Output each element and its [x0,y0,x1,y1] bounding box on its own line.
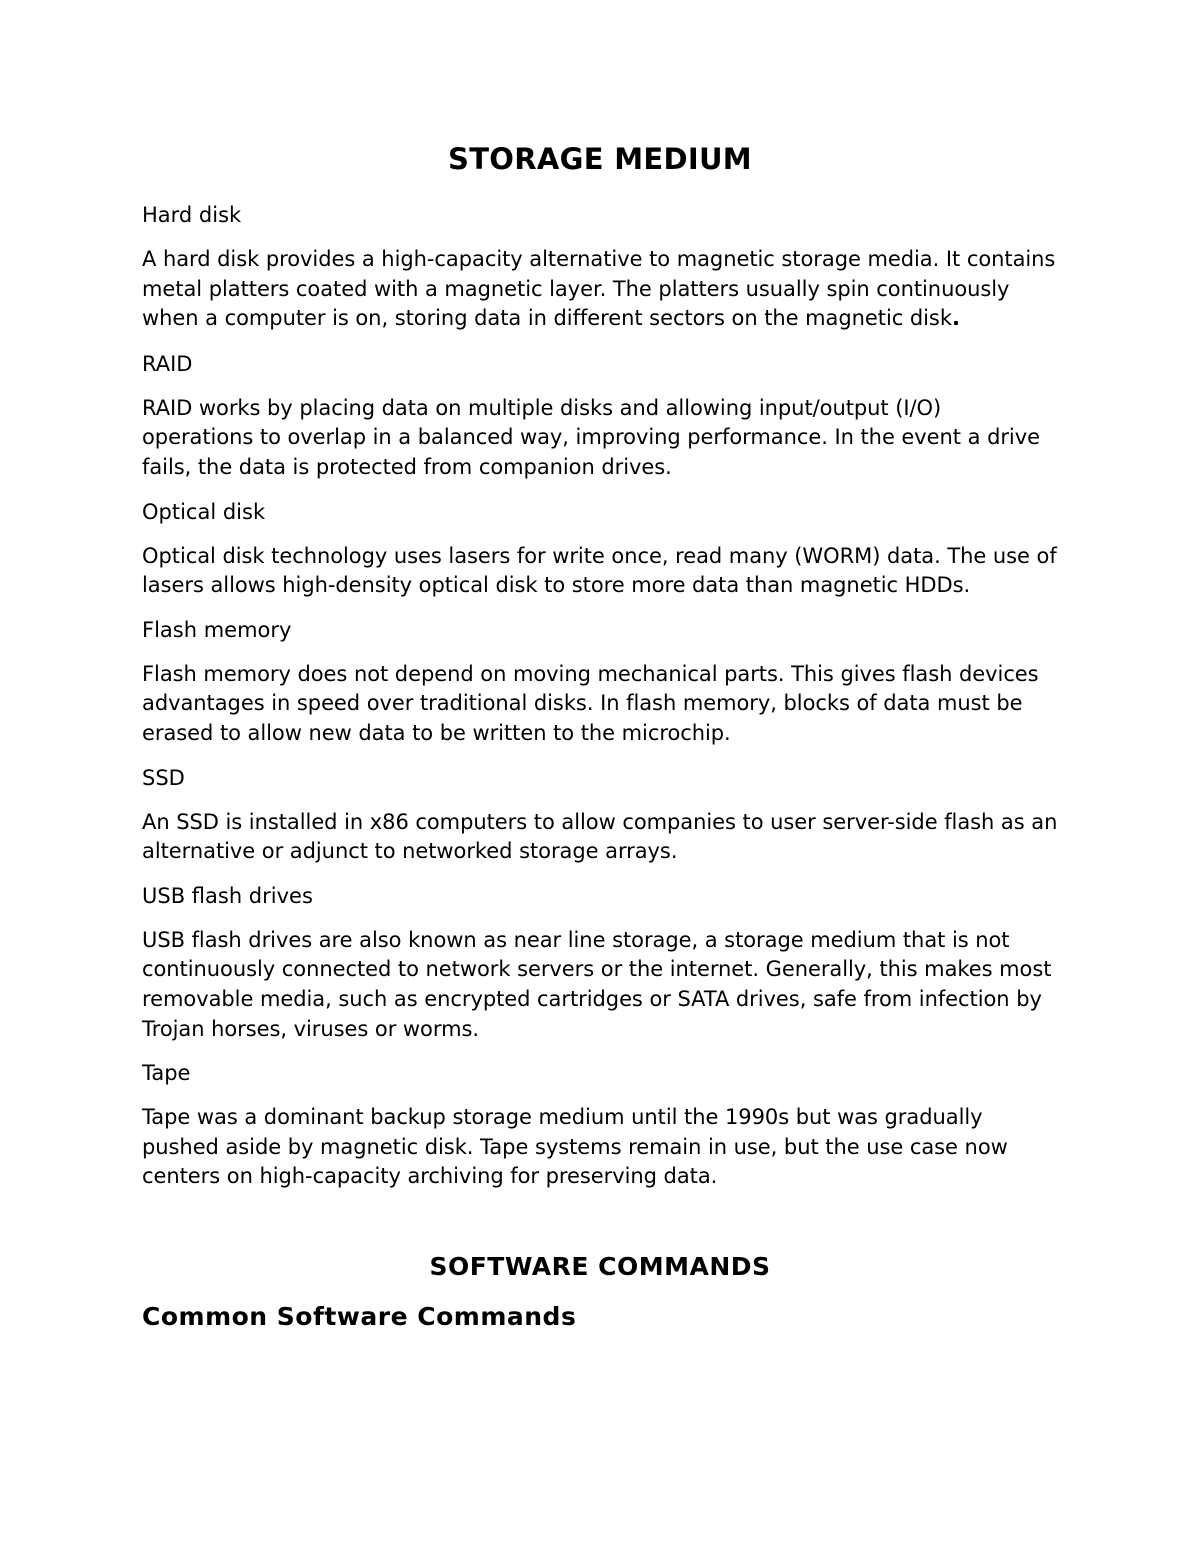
section-body-raid: RAID works by placing data on multiple disks and allowing input/output (I/O) operations to overlap in a balanced way, improving performance. In the event a drive fails, the data is protected from companion drives. [142,395,1040,479]
section-heading-ssd: SSD [142,765,185,790]
common-commands-heading: Common Software Commands [142,1301,577,1331]
second-title: SOFTWARE COMMANDS [429,1251,771,1281]
section-heading-flash-memory: Flash memory [142,617,292,642]
section-heading-raid: RAID [142,351,193,376]
section-heading-optical-disk: Optical disk [142,499,266,524]
section-heading-tape: Tape [142,1061,191,1086]
section-heading-hard-disk: Hard disk [142,203,242,227]
section-body-flash-memory: Flash memory does not depend on moving mechanical parts. This gives flash devices advantages in speed over traditional disks. In flash memory, blocks of data must be erased to allow new data to be written to the microchip. [142,661,1039,745]
section-body-optical-disk: Optical disk technology uses lasers for write once, read many (WORM) data. The use of lasers allows high-density optical disk to store more data than magnetic HDDs. [142,543,1057,598]
page-title: STORAGE MEDIUM [448,142,752,176]
section-body-tape: Tape was a dominant backup storage medium until the 1990s but was gradually pushed aside by magnetic disk. Tape systems remain in use, but the use case now centers on high-capacity archiving for preserving data. [142,1105,1008,1189]
section-body-hard-disk-end: . [951,306,960,331]
section-body-ssd: An SSD is installed in x86 computers to allow companies to user server-side flash as an alternative or adjunct to networked storage arrays. [142,809,1058,864]
section-heading-usb-flash-drives: USB flash drives [142,883,313,908]
section-body-hard-disk [142,245,1058,334]
section-body-hard-disk-text: A hard disk provides a high-capacity alternative to magnetic storage media. It contains metal platters coated with a magnetic layer. The platters usually spin continuously when a computer is on, storing data in different sectors on the magnetic disk [142,247,1056,331]
document-page [142,138,1058,1335]
section-body-usb-flash-drives: USB flash drives are also known as near line storage, a storage medium that is not continuously connected to network servers or the internet. Generally, this makes most removable media, such as encrypted cartridges or SATA drives, safe from infection by Trojan horses, viruses or worms. [142,927,1052,1041]
